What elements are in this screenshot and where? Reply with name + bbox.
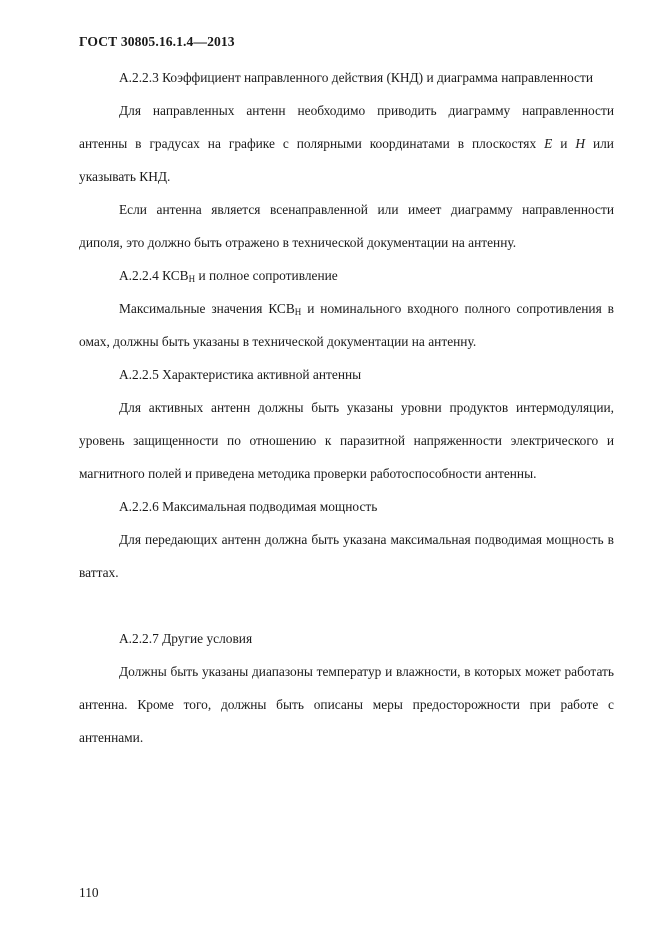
- section-a224-heading: А.2.2.4 $КСВ_Н$ и полное сопротивление: [119, 268, 338, 284]
- section-a227-heading: А.2.2.7 Другие условия: [119, 631, 253, 646]
- paragraph-vswr-impedance: Максимальные значения $КСВ_Н$ и номинального входного полного сопротивления в омах, должны быть указаны в технической документации на антенну.: [79, 301, 614, 349]
- plane-h: Н: [575, 136, 586, 151]
- section-a223-heading: А.2.2.3 Коэффициент направленного действия (КНД) и диаграмма направленности: [119, 70, 594, 85]
- blank-line: [79, 589, 614, 622]
- section-a225-heading: А.2.2.5 Характеристика активной антенны: [119, 367, 362, 382]
- document-body: [79, 61, 614, 754]
- section-a226-heading: А.2.2.6 Максимальная подводимая мощность: [119, 499, 378, 514]
- paragraph-active-antenna: Для активных антенн должны быть указаны уровни продуктов интермодуляции, уровень защищенности по отношению к паразитной напряженности электрического и магнитного полей и приведена методика проверки работоспособности антенны.: [79, 400, 614, 481]
- plane-e: Е: [544, 136, 553, 151]
- page-number: 110: [79, 885, 99, 900]
- paragraph-directional-antennas: Для направленных антенн необходимо приводить диаграмму направленности антенны в градусах на графике с полярными координатами в плоскостях Е и Н или указывать КНД.: [79, 103, 614, 184]
- paragraph-max-power: Для передающих антенн должна быть указана максимальная подводимая мощность в ваттах.: [79, 532, 614, 580]
- paragraph-other-conditions: Должны быть указаны диапазоны температур и влажности, в которых может работать антенна. Кроме того, должны быть описаны меры предосторожности при работе с антеннами.: [79, 664, 614, 745]
- document-header: ГОСТ 30805.16.1.4—2013: [79, 34, 235, 49]
- paragraph-omnidirectional: Если антенна является всенаправленной или имеет диаграмму направленности диполя, это должно быть отражено в технической документации на антенну.: [79, 202, 614, 250]
